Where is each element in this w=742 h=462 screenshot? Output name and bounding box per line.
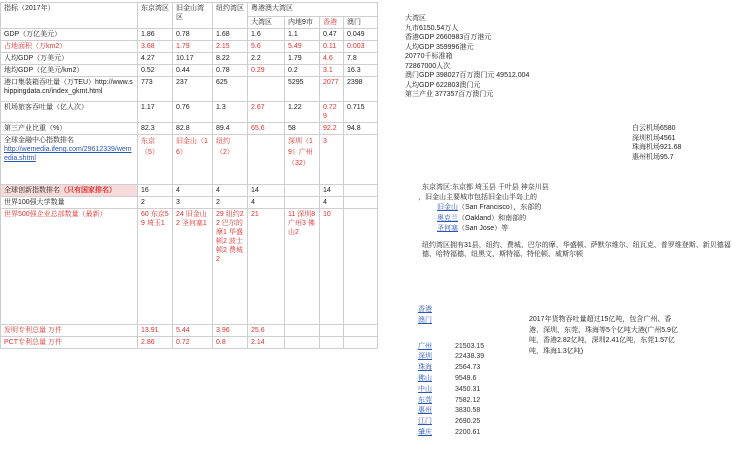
- table-cell: 0.47: [320, 29, 344, 41]
- city-link[interactable]: 东莞: [418, 396, 432, 404]
- header-gba-whole: 大湾区: [248, 17, 285, 29]
- airport-item: 珠海机场921.68: [632, 144, 682, 152]
- table-cell: 2.67: [248, 102, 285, 123]
- table-cell: [285, 185, 320, 197]
- table-cell: 5.6: [248, 41, 285, 53]
- table-cell: 2.15: [213, 41, 248, 53]
- header-ny: 纽约湾区: [213, 3, 248, 29]
- city-link[interactable]: 惠州: [418, 407, 432, 415]
- city-gdp-value: 3450.31: [455, 385, 481, 393]
- row-label: 世界500强企业总部数量（最新）: [1, 209, 138, 325]
- table-cell: 60 东京59 埼玉1: [138, 209, 173, 325]
- table-cell: 82.8: [173, 123, 213, 135]
- table-cell: 1.17: [138, 102, 173, 123]
- table-cell: 0.049: [344, 29, 378, 41]
- city-row: [418, 427, 538, 438]
- row-label: 全球金融中心指数排名 http://wemedia.ifeng.com/29612339/wemedia.shtml: [1, 135, 138, 185]
- table-cell: 2: [138, 197, 173, 209]
- city-link[interactable]: 旧金山: [437, 204, 458, 211]
- table-cell: 1.79: [173, 41, 213, 53]
- table-cell: 0.2: [285, 65, 320, 77]
- table-cell: 0.52: [138, 65, 173, 77]
- table-cell: 10.17: [173, 53, 213, 65]
- table-cell: [285, 325, 320, 337]
- region-link[interactable]: 香港: [418, 306, 432, 313]
- table-cell: 3.1: [320, 65, 344, 77]
- table-cell: 14: [248, 185, 285, 197]
- table-cell: 2398: [344, 77, 378, 102]
- table-cell: 1.1: [285, 29, 320, 41]
- table-cell: 11 深圳8 广州3 佛山2: [285, 209, 320, 325]
- table-row: [1, 53, 378, 65]
- city-row: [418, 395, 538, 406]
- city-row: [418, 352, 538, 363]
- row-label: PCT专利总量 万件: [1, 337, 138, 349]
- table-cell: [320, 325, 344, 337]
- source-link[interactable]: http://wemedia.ifeng.com/29612339/wemedia.shtml: [4, 146, 132, 162]
- city-row: [418, 373, 538, 384]
- table-cell: 5295: [285, 77, 320, 102]
- table-cell: 东京（5）: [138, 135, 173, 185]
- tokyo-note: 东京湾区:东京都 埼玉县 千叶县 神奈川县: [422, 184, 549, 191]
- sf-city-item: 圣何塞（San Jose）等: [437, 225, 509, 232]
- table-cell: 0.8: [213, 337, 248, 349]
- table-row: [1, 209, 378, 325]
- summary-line: 20770千标准箱: [405, 53, 453, 60]
- region-link[interactable]: 澳门: [418, 316, 432, 324]
- table-cell: [248, 135, 285, 185]
- airport-item: 惠州机场95.7: [632, 154, 674, 162]
- header-hk: 香港: [320, 17, 344, 29]
- comparison-table: [0, 2, 378, 349]
- table-cell: 16: [138, 185, 173, 197]
- table-row: [1, 77, 378, 102]
- city-gdp-value: 2200.61: [455, 429, 481, 437]
- table-cell: 1.79: [285, 53, 320, 65]
- table-cell: [344, 197, 378, 209]
- table-cell: 82.3: [138, 123, 173, 135]
- table-cell: 4: [173, 185, 213, 197]
- header-macau: 澳门: [344, 17, 378, 29]
- row-label: 地均GDP（亿美元/km2）: [1, 65, 138, 77]
- row-label: 第三产业比重（%）: [1, 123, 138, 135]
- table-cell: 1.68: [213, 29, 248, 41]
- row-label: 发明专利总量 万件: [1, 325, 138, 337]
- city-link[interactable]: 佛山: [418, 375, 432, 383]
- table-cell: 3.68: [138, 41, 173, 53]
- table-cell: 8.22: [213, 53, 248, 65]
- table-row: [1, 337, 378, 349]
- city-gdp-value: 2690.25: [455, 418, 481, 426]
- sf-city-item: 旧金山（San Francisco），东部的: [437, 204, 542, 211]
- row-label: 机场旅客吞吐量（亿人次）: [1, 102, 138, 123]
- city-link[interactable]: 江门: [418, 418, 432, 426]
- table-cell: [344, 185, 378, 197]
- region-links: [418, 305, 478, 326]
- city-link[interactable]: 圣何塞: [437, 225, 458, 232]
- city-link[interactable]: 奥克兰: [437, 214, 458, 222]
- table-cell: 1.6: [248, 29, 285, 41]
- header-gba: 粤港澳大湾区: [248, 3, 378, 17]
- city-link[interactable]: 广州: [418, 342, 432, 350]
- table-row: [1, 197, 378, 209]
- gba-summary: [405, 14, 605, 100]
- city-gdp-value: 2564.73: [455, 364, 481, 372]
- header-sf: 旧金山湾区: [173, 3, 213, 29]
- table-row: [1, 123, 378, 135]
- table-cell: 3: [320, 135, 344, 185]
- sf-city-list: [437, 203, 742, 234]
- summary-line: 大湾区: [405, 15, 426, 22]
- header-row-1: [1, 3, 378, 17]
- table-cell: [320, 337, 344, 349]
- table-cell: 0.29: [248, 65, 285, 77]
- table-cell: 773: [138, 77, 173, 102]
- header-indicator: 指标（2017年）: [1, 3, 138, 29]
- summary-line: 人均GDP 622803澳门元: [405, 81, 481, 89]
- row-label: GDP（万亿美元）: [1, 29, 138, 41]
- summary-line: 香港GDP 2660983百万港元: [405, 34, 492, 41]
- table-cell: [344, 135, 378, 185]
- table-row: [1, 325, 378, 337]
- port-throughput-note: 2017年货物吞吐量超过15亿吨，包含广州、香港、深圳、东莞、珠海等5个亿吨大港(广州5.9亿吨，香港2.82亿吨，深圳2.41亿吨，东莞1.57亿吨，珠海1.3亿吨): [529, 316, 678, 355]
- table-row: [1, 185, 378, 197]
- table-cell: 0.44: [173, 65, 213, 77]
- table-cell: 25.6: [248, 325, 285, 337]
- table-row: [1, 102, 378, 123]
- table-cell: [285, 337, 320, 349]
- table-cell: 65.6: [248, 123, 285, 135]
- city-row: [418, 417, 538, 428]
- table-cell: 625: [213, 77, 248, 102]
- summary-line: 人均GDP 359996港元: [405, 43, 474, 51]
- table-cell: 1.86: [138, 29, 173, 41]
- table-cell: 0.72: [173, 337, 213, 349]
- table-cell: 10: [320, 209, 344, 325]
- table-row: [1, 41, 378, 53]
- table-row: [1, 29, 378, 41]
- table-cell: 1.22: [285, 102, 320, 123]
- header-tokyo: 东京湾区: [138, 3, 173, 29]
- city-link[interactable]: 深圳: [418, 353, 432, 361]
- table-cell: 16.3: [344, 65, 378, 77]
- city-row: [418, 363, 538, 374]
- table-cell: 24 旧金山2 圣何塞1: [173, 209, 213, 325]
- table-cell: [285, 197, 320, 209]
- table-cell: 旧金山（16）: [173, 135, 213, 185]
- table-cell: 1.3: [213, 102, 248, 123]
- airport-item: 白云机场6580: [632, 125, 676, 132]
- table-cell: 13.91: [138, 325, 173, 337]
- table-cell: 深圳（19）广州（32）: [285, 135, 320, 185]
- row-label: 港口集装箱吞吐量（万TEU）http://www.shippingdata.cn/index_gkmt.html: [1, 77, 138, 102]
- city-link[interactable]: 肇庆: [418, 429, 432, 437]
- city-row: [418, 341, 538, 352]
- table-row: [1, 65, 378, 77]
- table-cell: 94.8: [344, 123, 378, 135]
- city-gdp-list: [418, 341, 538, 438]
- table-cell: 4.6: [320, 53, 344, 65]
- summary-line: 澳门GDP 398027百万澳门元 49512.004: [405, 72, 530, 79]
- table-cell: 92.2: [320, 123, 344, 135]
- table-cell: 3.96: [213, 325, 248, 337]
- header-inland: 内地9市: [285, 17, 320, 29]
- city-gdp-value: 21503.15: [455, 342, 485, 350]
- row-label: 人均GDP（万美元）: [1, 53, 138, 65]
- table-cell: 2.2: [248, 53, 285, 65]
- row-label: 全球创新指数排名（只有国家排名）: [1, 185, 138, 197]
- table-cell: 4: [320, 197, 344, 209]
- table-cell: 5.44: [173, 325, 213, 337]
- airport-list: [632, 124, 732, 163]
- table-cell: 0.78: [213, 65, 248, 77]
- table-cell: 0.729: [320, 102, 344, 123]
- city-link[interactable]: 中山: [418, 385, 432, 393]
- summary-line: 第三产业 377357百万澳门元: [405, 91, 494, 98]
- city-row: [418, 384, 538, 395]
- table-cell: 0.715: [344, 102, 378, 123]
- table-cell: 2.86: [138, 337, 173, 349]
- table-cell: 2: [213, 197, 248, 209]
- city-gdp-value: 3830.58: [455, 407, 481, 415]
- table-cell: 0.78: [173, 29, 213, 41]
- table-cell: 2.14: [248, 337, 285, 349]
- table-cell: [344, 209, 378, 325]
- row-label: 世界100强大学数量: [1, 197, 138, 209]
- table-row: [1, 135, 378, 185]
- bay-area-notes: [418, 183, 742, 260]
- table-cell: 0.76: [173, 102, 213, 123]
- table-cell: 纽约（2）: [213, 135, 248, 185]
- table-cell: 237: [173, 77, 213, 102]
- table-cell: 0.003: [344, 41, 378, 53]
- table-cell: 5.49: [285, 41, 320, 53]
- city-row: [418, 406, 538, 417]
- table-cell: 0.11: [320, 41, 344, 53]
- table-cell: 2077: [320, 77, 344, 102]
- airport-item: 深圳机场4561: [632, 134, 676, 142]
- city-gdp-value: 9549.6: [455, 375, 477, 383]
- table-cell: [344, 325, 378, 337]
- sf-note: ，旧金山主要城市包括旧金山半岛上的: [418, 193, 537, 201]
- city-gdp-value: 7582.12: [455, 396, 481, 404]
- city-link[interactable]: 珠海: [418, 364, 432, 372]
- ny-note: 纽约湾区拥有31县，纽约、费城、巴尔的摩、华盛顿、萨默尔维尔、纽瓦克、普罗维登斯、新贝德福德、哈特福德、纽黑文、斯特福、特伦顿、威斯尔顿: [422, 241, 731, 258]
- summary-line: 九市6150.54万人: [405, 24, 459, 32]
- table-cell: [248, 77, 285, 102]
- table-cell: 89.4: [213, 123, 248, 135]
- table-cell: 4: [213, 185, 248, 197]
- table-cell: [344, 337, 378, 349]
- table-cell: 21: [248, 209, 285, 325]
- sf-city-item: 奥克兰（Oakland）和南部的: [437, 214, 527, 222]
- table-cell: 14: [320, 185, 344, 197]
- summary-line: 72867000人次: [405, 62, 451, 70]
- table-cell: 4: [248, 197, 285, 209]
- table-cell: 4.27: [138, 53, 173, 65]
- table-cell: 3: [173, 197, 213, 209]
- city-gdp-value: 22438.39: [455, 353, 485, 361]
- row-label: 占地面积（万km2）: [1, 41, 138, 53]
- table-cell: 58: [285, 123, 320, 135]
- table-cell: 29 纽约22 巴尔的摩1 华盛顿2 波士顿2 费城2: [213, 209, 248, 325]
- table-cell: 7.8: [344, 53, 378, 65]
